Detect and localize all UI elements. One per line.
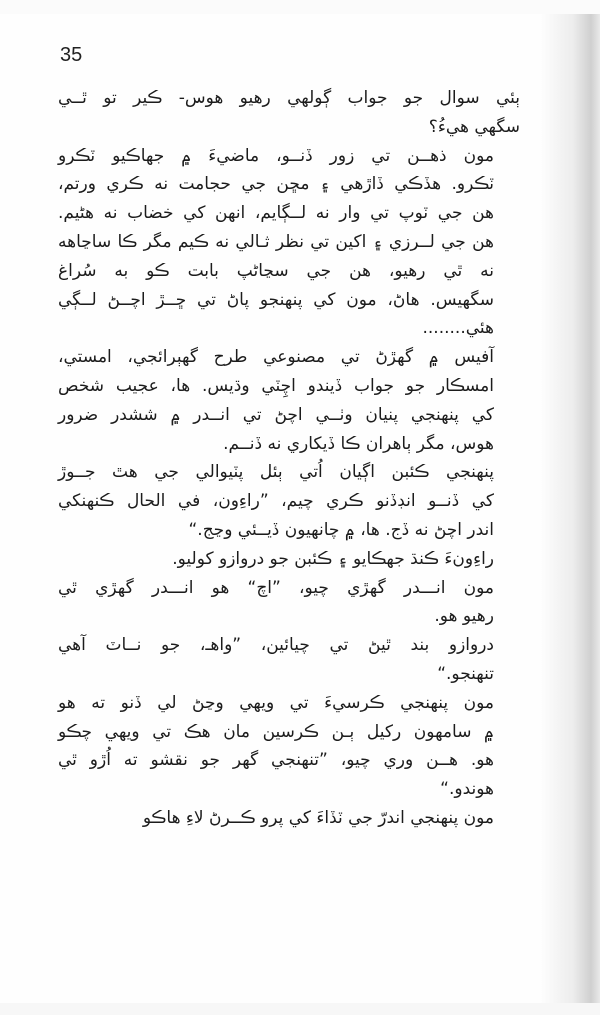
text-line: مون انـــدر گهڙي چيو، ”اچ“ هو انـــدر گهڙي ٿي	[58, 577, 494, 598]
paragraph	[58, 574, 520, 632]
text-line: تنهنجو.“	[437, 663, 494, 684]
paragraph	[58, 458, 520, 544]
text-line: هن جي ٽوپ تي وار نه لــڳايم، انهن کي خضاب نه هڻيم.	[58, 203, 494, 224]
text-line: اندر اچڻ نه ڏج. ها، ۾ چانهيون ڏيــئي وڃج.“	[188, 519, 494, 540]
scan-bottom-margin	[0, 1003, 600, 1015]
text-line: هوندو.“	[440, 779, 494, 800]
paragraph	[58, 142, 520, 344]
text-line: آفيس ۾ گهڙڻ تي مصنوعي طرح گهٻرائجي، امستي،	[58, 347, 494, 368]
text-line: رهيو هو.	[434, 606, 494, 627]
text-line: هن جي لــرزي ۽ اکين تي نظر ثـالي نه ڪيم مگر ڪا ساڃاهه	[58, 231, 494, 252]
text-line: هئي........	[422, 318, 494, 339]
text-line: ٻئي سوال جو جواب ڳولهي رهيو هوس- ڪير تو ٿــي	[58, 88, 520, 108]
paragraph	[58, 545, 520, 574]
page-number: 35	[60, 44, 83, 66]
text-line: ٽڪرو. هڏڪي ڏاڙهي ۽ مڇن جي حجامت نه ڪري ورتم،	[58, 174, 494, 195]
text-line: کي ڏنــو انڊڏنو ڪري چيم، ”راءِون، في الحال ڪنهنکي	[58, 491, 494, 512]
text-line: مون ذهــن تي زور ڏنــو، ماضيءَ ۾ جهاڪيو ٽڪرو	[58, 145, 494, 166]
text-line: هو. هــن وري چيو، ”تنهنجي گهر جو نقشو ته اُڙو ٿي	[58, 750, 494, 771]
text-line: هوس، مگر ٻاهران ڪا ڏيکاري نه ڏنــم.	[223, 433, 494, 454]
paragraph	[58, 804, 520, 833]
paragraph	[58, 343, 520, 458]
text-line: مون پنهنجي اندرّ جي ٽڏاءَ کي پرو ڪــرڻ لاءِ هاڪو	[142, 807, 494, 828]
text-line: ۾ سامهون رکيل ٻـن ڪرسين مان هڪ تي ويهي چڪو	[58, 721, 494, 742]
text-line: دروازو بند ٿيڻ تي چيائين، ”واهـ، جو نــاٽ آهي	[58, 635, 494, 656]
paragraph	[58, 631, 520, 689]
text-line: سگهي هيءُ؟	[428, 116, 520, 137]
text-line: پنهنجي ڪئبن اڳيان اُتي ٻئل پٽيوالي جي هٿ جــوڙ	[58, 462, 494, 483]
text-line: کي پنهنجي پنيان وٺــي اچڻ تي انــدر ۾ ششدر ضرور	[58, 404, 494, 425]
text-line: نه ٿي رهيو، هن جي سڃاڻپ بابت ڪو به سُراغ	[58, 260, 494, 281]
scan-top-margin	[0, 0, 600, 14]
body-text	[58, 84, 520, 833]
text-line: امسڪار جو جواب ڏيندو اچِٽي وڌيس. ها، عجيب شخص	[58, 375, 494, 396]
text-line: راءِونءَ ڪنڌ جهڪايو ۽ ڪئبن جو دروازو کوليو.	[172, 548, 494, 569]
paragraph	[58, 689, 520, 804]
paragraph	[58, 84, 520, 142]
text-line: مون پنهنجي ڪرسيءَ تي ويهي وڃڻ لي ڏنو ته هو	[58, 692, 494, 713]
text-line: سگهيس. هاڻ، مون کي پنهنجو پاڻ تي ڇــڙ اچــڻ لــڳي	[58, 289, 494, 310]
binding-shadow	[540, 14, 600, 1004]
